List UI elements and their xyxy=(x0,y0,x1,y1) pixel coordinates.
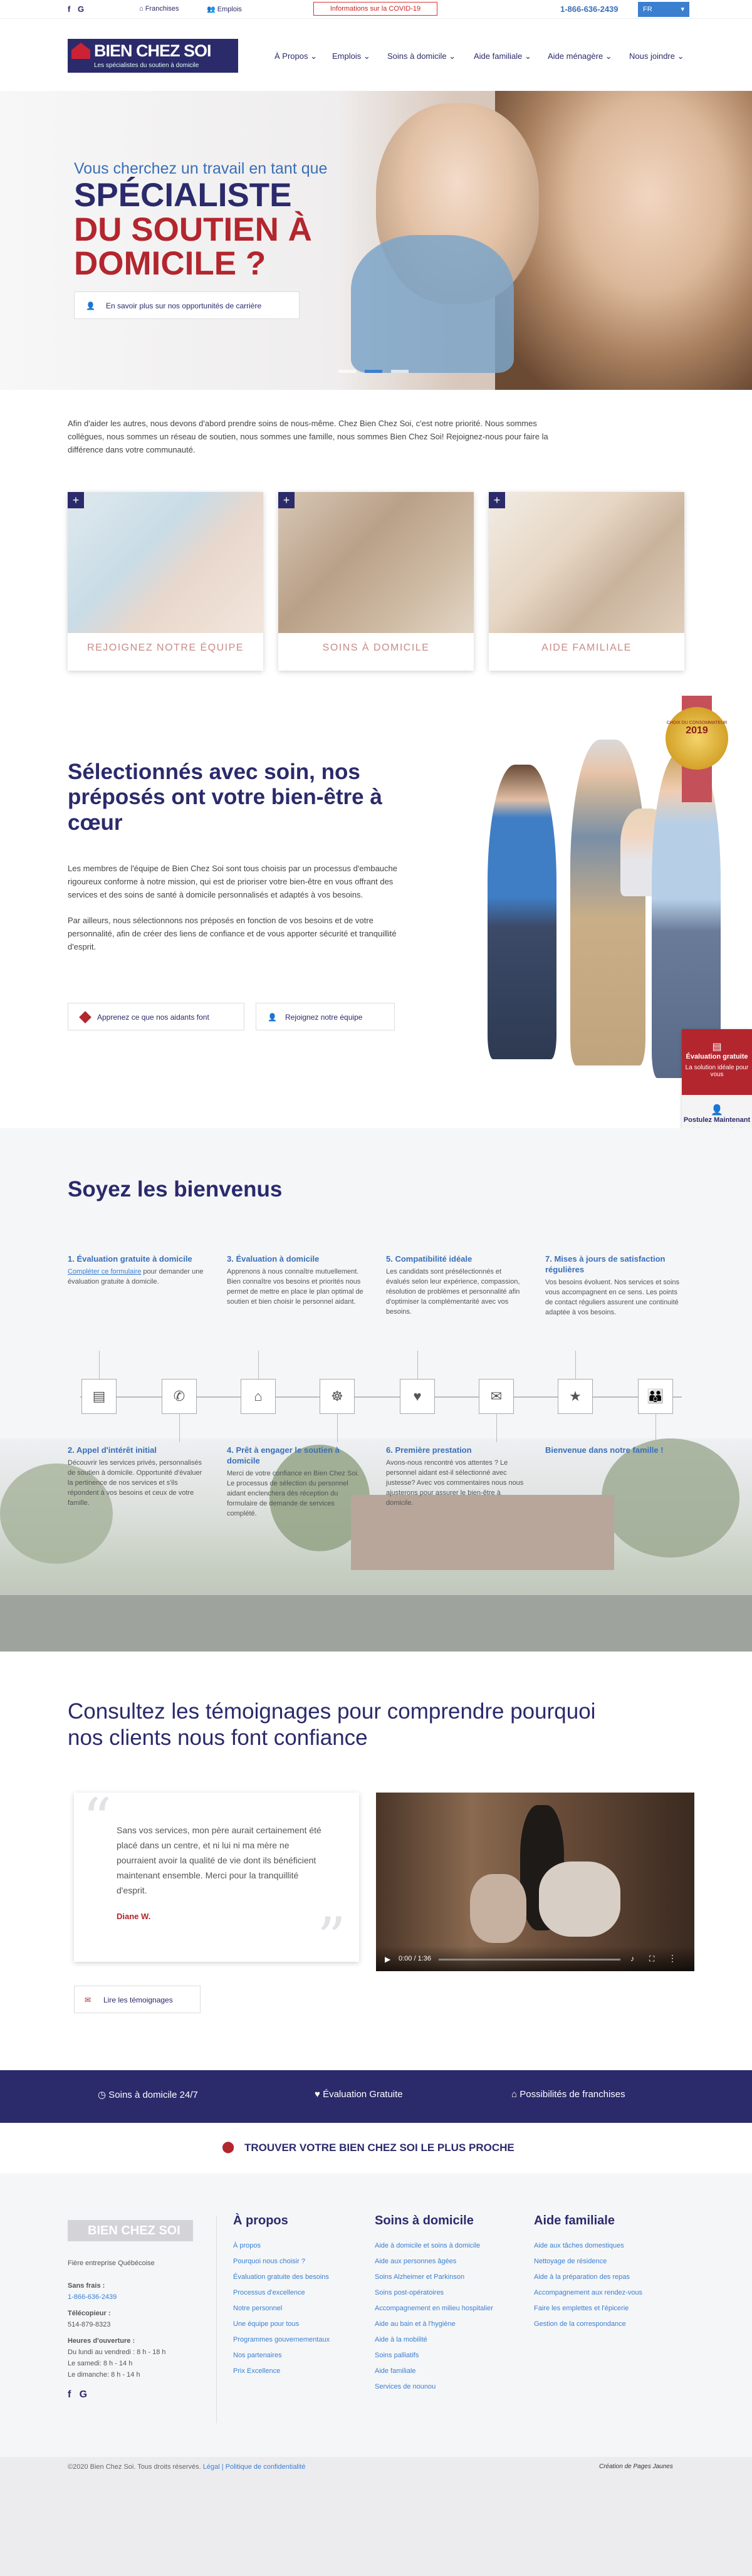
testimonial-video[interactable] xyxy=(376,1793,694,1971)
nav-nous-joindre[interactable] xyxy=(629,51,684,61)
timeline-connector xyxy=(179,1414,180,1442)
footer-link[interactable]: Programmes gouvernementaux xyxy=(233,2336,330,2343)
footer-link[interactable]: Nos partenaires xyxy=(233,2352,282,2359)
caregivers-button-label: Apprenez ce que nos aidants font xyxy=(97,1013,209,1022)
timeline-connector xyxy=(575,1351,576,1379)
footer-link[interactable]: Soins post-opératoires xyxy=(375,2289,444,2296)
chevron-down-icon: ⌄ xyxy=(524,51,531,61)
language-value: FR xyxy=(643,6,652,13)
feature-evaluation xyxy=(315,2089,403,2100)
chat-icon: ✉ xyxy=(85,1996,91,2004)
senior-man-figure xyxy=(570,740,645,1065)
badge-year: 2019 xyxy=(686,725,708,736)
google-icon[interactable]: G xyxy=(79,2389,88,2400)
step-text: pour demander une évaluation gratuite à domicile. xyxy=(68,1268,204,1285)
intro-text: Afin d'aider les autres, nous devons d'abord prendre soins de nous-même. Chez Bien Chez Soi, c'est notre priorité. Nous sommes collègues, nous sommes un réseau de soutien, nous sommes une famille, nous sommes Bien Chez Soi! Rejoignez-nous pour faire la différence dans votre communauté. xyxy=(68,419,548,454)
badge-text: CHOIX DU CONSOMMATEUR xyxy=(666,721,728,725)
features-band xyxy=(0,2070,752,2123)
step-8 xyxy=(545,1445,683,1455)
fullscreen-icon[interactable]: ⛶ xyxy=(649,1954,655,1963)
free-evaluation-cta[interactable] xyxy=(682,1029,752,1095)
facebook-icon[interactable]: f xyxy=(68,2389,71,2400)
step-6 xyxy=(386,1445,524,1508)
step-2 xyxy=(68,1445,206,1508)
footer-link[interactable]: Services de nounou xyxy=(375,2383,436,2390)
step-1 xyxy=(68,1254,206,1287)
step-title: 1. Évaluation gratuite à domicile xyxy=(68,1254,192,1264)
more-options-icon[interactable]: ⋮ xyxy=(668,1953,677,1963)
person-add-icon: 👤 xyxy=(86,301,95,310)
heart-icon xyxy=(79,1011,91,1024)
nav-label: À Propos xyxy=(274,51,308,61)
testimonial-quote: Sans vos services, mon père aurait certainement été placé dans un centre, et ni lui ni ma mère ne pourraient avoir la qualité de vie dont ils bénéficient maintenant ensemble. Merci pour la tranquillité d'esprit. xyxy=(117,1825,321,1895)
step-title: 4. Prêt à engager le soutien à domicile xyxy=(227,1445,340,1465)
video-person xyxy=(539,1861,620,1937)
plus-icon: + xyxy=(278,492,295,508)
logo-title: BIEN CHEZ SOI xyxy=(94,41,211,60)
hours-label: Heures d'ouverture : xyxy=(68,2337,135,2345)
footer-contact xyxy=(68,2258,206,2401)
heart-icon: ♥ xyxy=(315,2089,323,2100)
emplois-label: Emplois xyxy=(217,6,242,13)
fax-number: 514-879-8323 xyxy=(68,2321,111,2328)
welcome-title: Soyez les bienvenus xyxy=(68,1177,283,1202)
nav-label: Nous joindre xyxy=(629,51,675,61)
map-pin-icon: ⬤ xyxy=(222,2140,235,2153)
feature-label: Soins à domicile 24/7 xyxy=(108,2090,198,2100)
legal-links[interactable]: Légal | Politique de confidentialité xyxy=(202,2463,306,2471)
nav-aide-familiale[interactable] xyxy=(474,51,531,61)
language-select[interactable] xyxy=(638,2,689,17)
footer-link[interactable]: Processus d'excellence xyxy=(233,2289,305,2296)
people-icon: 👥 xyxy=(207,6,217,13)
card-label: AIDE FAMILIALE xyxy=(541,642,632,653)
card-soins[interactable] xyxy=(278,492,474,671)
footer-col-aide xyxy=(534,2214,684,2332)
nav-label: Emplois xyxy=(332,51,362,61)
footer-link[interactable]: Soins Alzheimer et Parkinson xyxy=(375,2273,465,2281)
testimonial-card xyxy=(74,1786,359,1971)
plus-icon: + xyxy=(489,492,505,508)
step-title: 7. Mises à jours de satisfaction régulières xyxy=(545,1254,666,1274)
footer-link[interactable]: Aide à la mobilité xyxy=(375,2336,427,2343)
caregivers-button[interactable] xyxy=(68,1003,244,1030)
home-icon: ⌂ xyxy=(139,5,145,13)
fax-label: Télécopieur : xyxy=(68,2310,111,2317)
find-location-text: TROUVER VOTRE BIEN CHEZ SOI LE PLUS PROCHE xyxy=(244,2142,514,2154)
video-time: 0:00 / 1:36 xyxy=(399,1955,431,1962)
hours-saturday: Le samedi: 8 h - 14 h xyxy=(68,2360,133,2367)
slider-dot-3[interactable] xyxy=(391,370,409,373)
hero-slider xyxy=(0,91,752,390)
person-add-icon: 👤 xyxy=(268,1013,277,1022)
footer-links xyxy=(375,2238,513,2395)
step-text: Découvrir les services privés, personnalisés de soutien à domicile. Opportunité d'évaluer la pertinence de nos services et s'ils répondent à vos besoins et ceux de votre famille. xyxy=(68,1459,202,1507)
slider-dot-2[interactable] xyxy=(365,370,382,373)
footer-link[interactable]: Aide aux tâches domestiques xyxy=(534,2242,624,2249)
house-logo-icon xyxy=(71,43,90,59)
footer-col-title: À propos xyxy=(233,2214,288,2228)
footer-link[interactable]: Accompagnement en milieu hospitalier xyxy=(375,2305,493,2312)
read-testimonials-label: Lire les témoignages xyxy=(103,1996,173,2004)
timeline-connector xyxy=(99,1351,100,1379)
footer-col-title: Aide familiale xyxy=(534,2214,615,2228)
consumer-choice-badge xyxy=(664,696,739,802)
video-person xyxy=(470,1874,526,1943)
footer-tagline: Fière entreprise Québécoise xyxy=(68,2259,155,2267)
phone-number[interactable]: 1-866-636-2439 xyxy=(560,4,619,14)
step-5 xyxy=(386,1254,524,1317)
nurse-figure xyxy=(488,765,556,1059)
footer-link[interactable]: Notre personnel xyxy=(233,2305,283,2312)
selection-section xyxy=(68,760,419,953)
covid-info-button[interactable]: Informations sur la COVID-19 xyxy=(313,2,437,16)
feature-label: Possibilités de franchises xyxy=(520,2089,625,2100)
quote-close-icon: ” xyxy=(317,1905,347,1971)
chevron-down-icon: ⌄ xyxy=(310,51,318,61)
clock-icon: ◷ xyxy=(98,2090,109,2100)
career-button-label: En savoir plus sur nos opportunités de carrière xyxy=(106,301,262,310)
step-7 xyxy=(545,1254,683,1317)
footer-link[interactable]: Prix Excellence xyxy=(233,2367,281,2375)
footer-link[interactable]: Une équipe pour tous xyxy=(233,2320,300,2328)
family-icon: 👪 xyxy=(638,1379,673,1414)
chat-icon: ✉ xyxy=(479,1379,514,1414)
video-controls xyxy=(376,1946,694,1971)
step-text: Merci de votre confiance en Bien Chez Soi. Le processus de sélection du personnel aidant enclenchera dès réception du formulaire de demande de services complété. xyxy=(227,1470,359,1517)
step-text: Apprenons à nous connaître mutuellement. Bien connaître vos besoins et priorités nous permet de mettre en place le plan optimal de soutien et bien choisir le personnel aidant. xyxy=(227,1268,363,1306)
testimonial-author: Diane W. xyxy=(117,1912,151,1921)
google-icon[interactable]: G xyxy=(78,4,85,14)
logo[interactable] xyxy=(68,39,238,73)
nav-soins-domicile[interactable] xyxy=(387,51,456,61)
step-text: Vos besoins évoluent. Nos services et soins vous accompagnent en ce sens. Les points de contact réguliers assurent une continuité adaptée à vos besoins. xyxy=(545,1279,680,1316)
find-location-bar[interactable] xyxy=(0,2123,752,2174)
credit-link[interactable]: Création de Pages Jaunes xyxy=(599,2463,673,2470)
step-title: 2. Appel d'intérêt initial xyxy=(68,1445,157,1455)
feature-franchises xyxy=(511,2089,625,2100)
hero-title-line2: DU SOUTIEN À DOMICILE ? xyxy=(74,211,312,283)
footer-link[interactable]: Aide au bain et à l'hygiène xyxy=(375,2320,456,2328)
slider-dot-1[interactable] xyxy=(338,370,356,373)
card-nurse-photo xyxy=(68,492,263,633)
footer-link[interactable]: Aide aux personnes âgées xyxy=(375,2258,457,2265)
video-progress[interactable] xyxy=(439,1959,620,1961)
footer-links xyxy=(534,2238,684,2332)
footer-link[interactable]: Gestion de la correspondance xyxy=(534,2320,626,2328)
selection-paragraph-2: Par ailleurs, nous sélectionnons nos préposés en fonction de vos besoins et de votre personnalité, afin de créer des liens de confiance et de vous apporter sécurité et tranquillité d'esprit. xyxy=(68,915,397,951)
card-family-photo xyxy=(489,492,684,633)
clipboard-icon: ▤ xyxy=(81,1379,117,1414)
nav-aide-menagere[interactable] xyxy=(548,51,612,61)
play-icon[interactable]: ▶ xyxy=(385,1955,391,1964)
copyright-text: ©2020 Bien Chez Soi. Tous droits réservés. xyxy=(68,2463,203,2471)
nav-a-propos[interactable] xyxy=(274,51,317,61)
step-text: Les candidats sont présélectionnés et évalués selon leur expérience, compassion, résolution de problèmes et personnalité afin d'optimiser la complémentarité avec vos besoins. xyxy=(386,1268,520,1316)
nav-emplois[interactable] xyxy=(332,51,370,61)
nav-label: Soins à domicile xyxy=(387,51,447,61)
franchises-label: Franchises xyxy=(145,5,179,13)
step-title: 3. Évaluation à domicile xyxy=(227,1254,320,1264)
nav-label: Aide ménagère xyxy=(548,51,603,61)
chevron-down-icon: ⌄ xyxy=(363,51,370,61)
feature-24-7 xyxy=(98,2089,198,2100)
step-text: Avons-nous rencontré vos attentes ? Le personnel aidant est-il sélectionné avec justesse? Avec vos commentaires nous nous ajusterons pour assurer le bien-être à domicile. xyxy=(386,1459,524,1507)
phone-icon: ✆ xyxy=(162,1379,197,1414)
footer-logo[interactable]: BIEN CHEZ SOI xyxy=(68,2220,193,2241)
footer-link[interactable]: À propos xyxy=(233,2242,261,2249)
star-icon: ★ xyxy=(558,1379,593,1414)
footer xyxy=(0,2175,752,2457)
timeline-connector xyxy=(337,1414,338,1442)
footer-links xyxy=(233,2238,358,2379)
home-icon: ⌂ xyxy=(511,2089,520,2100)
evaluation-form-link[interactable]: Compléter ce formulaire xyxy=(68,1268,142,1275)
timeline-connector xyxy=(417,1351,418,1379)
footer-link[interactable]: Aide familiale xyxy=(375,2367,416,2375)
step-title: 6. Première prestation xyxy=(386,1445,472,1455)
footer-link[interactable]: Évaluation gratuite des besoins xyxy=(233,2273,329,2281)
copyright-line xyxy=(68,2463,306,2471)
quote-open-icon: “ xyxy=(83,1786,112,1852)
tree-shape xyxy=(602,1438,739,1558)
plus-icon: + xyxy=(68,492,84,508)
apply-title: Postulez Maintenant xyxy=(683,1116,751,1124)
timeline-connector xyxy=(258,1351,259,1379)
selection-paragraph-1: Les membres de l'équipe de Bien Chez Soi sont tous choisis par un processus d'embauche rigoureux conforme à notre mission, qui est de prioriser votre bien-être en vous offrant des services et des soins de santé à domicile personnalisés et adaptés à vos besoins. xyxy=(68,863,397,899)
footer-link[interactable]: Soins palliatifs xyxy=(375,2352,419,2359)
career-button[interactable] xyxy=(74,291,300,319)
chevron-down-icon: ▾ xyxy=(681,6,684,13)
eval-title: Évaluation gratuite xyxy=(686,1053,748,1060)
hours-weekday: Du lundi au vendredi : 8 h - 18 h xyxy=(68,2348,166,2356)
logo-subtitle: Les spécialistes du soutien à domicile xyxy=(94,62,199,69)
hands-icon: ☸ xyxy=(320,1379,355,1414)
card-rejoignez[interactable] xyxy=(68,492,263,671)
feature-label: Évaluation Gratuite xyxy=(323,2089,403,2100)
footer-col-title: Soins à domicile xyxy=(375,2214,474,2228)
selection-title: Sélectionnés avec soin, nos préposés ont votre bien-être à cœur xyxy=(68,760,382,835)
card-senior-photo xyxy=(278,492,474,633)
step-4 xyxy=(227,1445,365,1519)
card-label: SOINS À DOMICILE xyxy=(322,642,430,653)
badge-medal xyxy=(666,707,728,770)
step-title: 5. Compatibilité idéale xyxy=(386,1254,473,1264)
hero-title-line1: SPÉCIALISTE xyxy=(74,177,292,214)
hero-question: Vous cherchez un travail en tant que xyxy=(74,160,328,177)
chevron-down-icon: ⌄ xyxy=(449,51,456,61)
welcome-section xyxy=(0,1128,752,1652)
chevron-down-icon: ⌄ xyxy=(605,51,612,61)
copyright-bar xyxy=(0,2457,752,2576)
eval-sub: La solution idéale pour vous xyxy=(685,1064,749,1078)
read-testimonials-button[interactable] xyxy=(74,1986,201,2013)
footer-link[interactable]: Faire les emplettes et l'épicerie xyxy=(534,2305,629,2312)
card-aide-familiale[interactable] xyxy=(489,492,684,671)
heart-icon: ♥ xyxy=(400,1379,435,1414)
facebook-icon[interactable]: f xyxy=(68,4,71,14)
chevron-down-icon: ⌄ xyxy=(677,51,684,61)
clipboard-icon: ▤ xyxy=(712,1042,722,1052)
timeline-connector xyxy=(496,1414,497,1442)
join-team-button-label: Rejoignez notre équipe xyxy=(285,1013,363,1022)
footer-col-apropos xyxy=(233,2214,358,2379)
footer-link[interactable]: Aide à la préparation des repas xyxy=(534,2273,630,2281)
timeline-connector xyxy=(655,1414,656,1442)
nav-label: Aide familiale xyxy=(474,51,523,61)
card-label: REJOIGNEZ NOTRE ÉQUIPE xyxy=(87,642,244,653)
footer-link[interactable]: Accompagnement aux rendez-vous xyxy=(534,2289,643,2296)
footer-link[interactable]: Aide à domicile et soins à domicile xyxy=(375,2242,481,2249)
footer-col-soins xyxy=(375,2214,513,2395)
free-phone-label: Sans frais : xyxy=(68,2282,105,2290)
footer-divider xyxy=(216,2216,217,2423)
volume-icon[interactable]: ♪ xyxy=(630,1954,634,1963)
footer-link[interactable]: Nettoyage de résidence xyxy=(534,2258,607,2265)
person-icon: 👤 xyxy=(711,1105,723,1116)
step-title: Bienvenue dans notre famille ! xyxy=(545,1445,664,1455)
emplois-link[interactable] xyxy=(207,5,242,13)
street-shape xyxy=(0,1595,752,1652)
franchises-link[interactable] xyxy=(139,5,179,13)
free-phone[interactable]: 1-866-636-2439 xyxy=(68,2293,117,2301)
main-header xyxy=(0,19,752,91)
home-icon: ⌂ xyxy=(241,1379,276,1414)
step-3 xyxy=(227,1254,365,1307)
join-team-button[interactable] xyxy=(256,1003,395,1030)
testimonials-title: Consultez les témoignages pour comprendre pourquoi nos clients nous font confiance xyxy=(68,1699,596,1750)
footer-link[interactable]: Pourquoi nous choisir ? xyxy=(233,2258,305,2265)
top-bar xyxy=(0,0,752,19)
hours-sunday: Le dimanche: 8 h - 14 h xyxy=(68,2371,140,2379)
